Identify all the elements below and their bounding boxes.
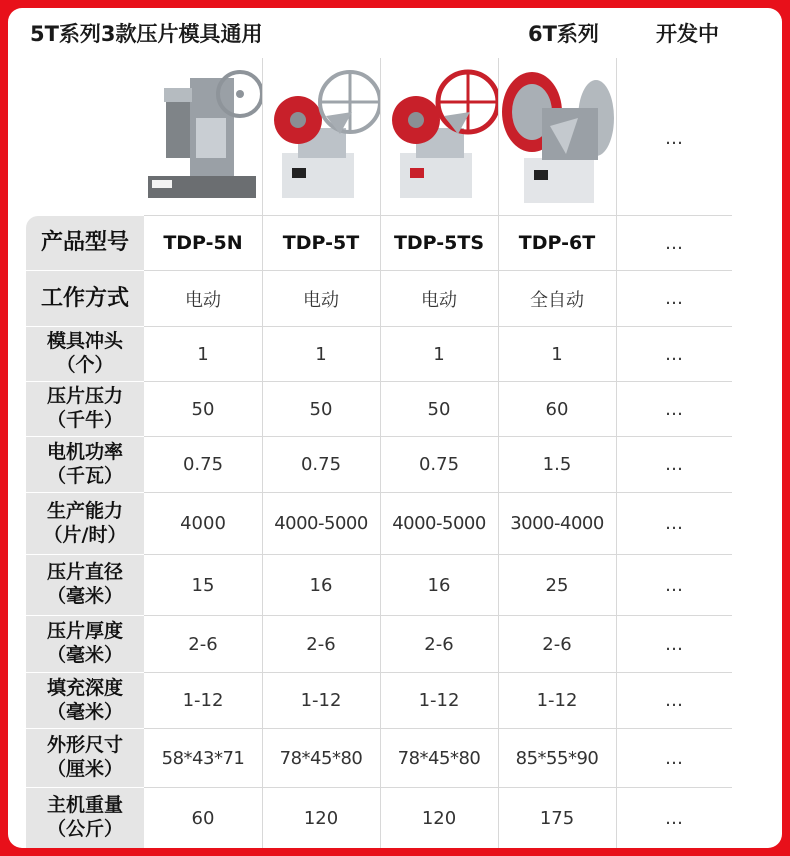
pressure-cell: 50 [191,398,215,420]
work-mode-cell: … [665,288,683,309]
fill-depth-cell: 1-12 [536,690,578,711]
machine-image-placeholder: … [665,127,683,149]
series-5t-title: 5T系列3款压片模具通用 [30,22,263,46]
work-mode-cell: 电动 [421,289,457,311]
row-label-pressure: 压片压力 （千牛） [26,382,144,436]
dimensions-cell: … [665,747,683,769]
spec-card [8,8,782,848]
fill-depth-cell: 1-12 [300,690,342,711]
row-label-diameter: 压片直径 （毫米） [26,555,144,615]
fill-depth-cell: 1-12 [182,690,224,711]
motor-power-cell: 0.75 [300,454,342,475]
punch-count-cell: 1 [197,343,209,365]
capacity-cell: 4000 [180,513,226,534]
capacity-cell: 3000-4000 [510,513,604,534]
row-label-dimensions: 外形尺寸 （厘米） [26,729,144,787]
dimensions-cell: 78*45*80 [279,747,363,769]
weight-cell: 175 [539,807,575,829]
thickness-cell: 2-6 [306,633,336,655]
weight-cell: 60 [191,807,215,829]
punch-count-cell: 1 [551,343,563,365]
work-mode-cell: 电动 [185,289,221,311]
model-cell: TDP-6T [518,232,596,254]
machine-image-tdp-5n [144,58,262,218]
diameter-cell: 16 [427,574,451,596]
thickness-cell: 2-6 [424,633,454,655]
fill-depth-cell: … [665,690,683,711]
diameter-cell: 16 [309,574,333,596]
model-cell: … [665,232,683,254]
capacity-cell: … [665,513,683,534]
machine-image-tdp-5ts [380,58,498,218]
row-label-work-mode: 工作方式 [26,271,144,326]
thickness-cell: 2-6 [188,633,218,655]
machine-image-tdp-6t [498,58,616,218]
model-cell: TDP-5T [282,232,360,254]
punch-count-cell: 1 [433,343,445,365]
row-label-model: 产品型号 [26,216,144,270]
pressure-cell: 60 [545,398,569,420]
machine-image-tdp-5t [262,58,380,218]
work-mode-cell: 全自动 [530,289,584,311]
punch-count-cell: … [665,343,683,365]
row-label-motor-power: 电机功率 （千瓦） [26,437,144,492]
capacity-cell: 4000-5000 [392,513,486,534]
diameter-cell: 15 [191,574,215,596]
developing-title: 开发中 [656,22,719,46]
dimensions-cell: 58*43*71 [161,747,245,769]
motor-power-cell: … [665,454,683,475]
pressure-cell: 50 [309,398,333,420]
pressure-cell: 50 [427,398,451,420]
row-label-weight: 主机重量 （公斤） [26,788,144,848]
punch-count-cell: 1 [315,343,327,365]
row-label-fill-depth: 填充深度 （毫米） [26,673,144,728]
motor-power-cell: 1.5 [542,454,572,475]
motor-power-cell: 0.75 [182,454,224,475]
row-label-capacity: 生产能力 （片/时） [26,493,144,554]
diameter-cell: … [665,574,683,596]
diameter-cell: 25 [545,574,569,596]
pressure-cell: … [665,398,683,420]
model-cell: TDP-5TS [393,232,485,254]
dimensions-cell: 85*55*90 [515,747,599,769]
row-label-punch-count: 模具冲头 （个） [26,327,144,381]
work-mode-cell: 电动 [303,289,339,311]
motor-power-cell: 0.75 [418,454,460,475]
capacity-cell: 4000-5000 [274,513,368,534]
weight-cell: 120 [303,807,339,829]
series-6t-title: 6T系列 [528,22,599,46]
dimensions-cell: 78*45*80 [397,747,481,769]
weight-cell: … [665,807,683,829]
thickness-cell: … [665,633,683,655]
row-label-thickness: 压片厚度 （毫米） [26,616,144,672]
weight-cell: 120 [421,807,457,829]
model-cell: TDP-5N [163,232,243,254]
thickness-cell: 2-6 [542,633,572,655]
fill-depth-cell: 1-12 [418,690,460,711]
